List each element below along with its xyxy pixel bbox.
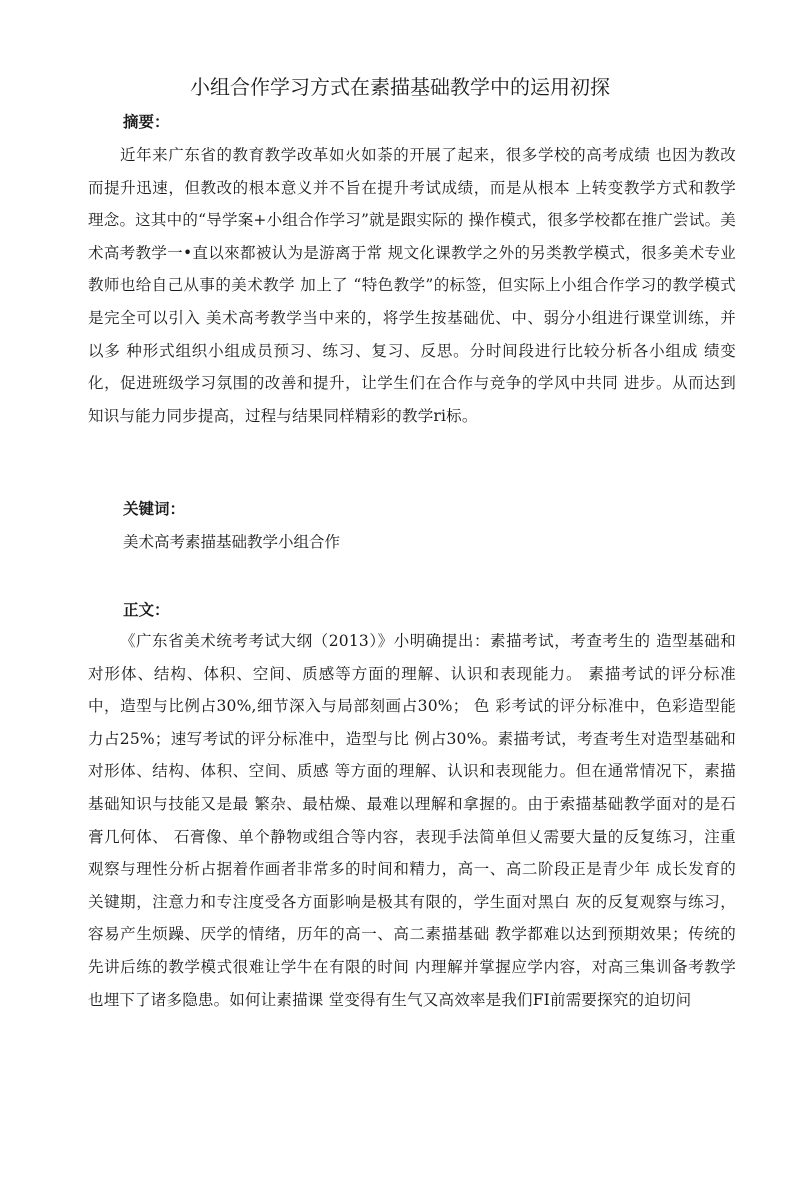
body-paragraph: 《广东省美术统考考试大纲（2013）》小明确提出：素描考试，考查考生的 造型基础和对形体、结构、体积、空间、质感等方面的理解、认识和表现能力。 素描考试的评分标准中，造型与比例占30%,细节深入与局部刻画占30%； 色 彩考试的评分标准中，色彩造型能力占25%；速写考试的评分标准中，造型与比 例占30%。素描考试，考查考生对造型基础和对形体、结构、体积、空间、质感 等方面的理解、认识和表现能力。但在通常情况下，素描基础知识与技能又是最 繁杂、最枯燥、最难以理解和拿握的。由于索描基础教学面对的是石膏几何体、 石膏像、单个静物或组合等内容，表现手法简单但乂需要大量的反复练习，注重 观察与理性分析占据着作画者非常多的时间和精力，高一、高二阶段正是青少年 成长发育的关键期，注意力和专注度受各方面影响是极其有限的，学生面对黑白 灰的反复观察与练习，容易产生烦躁、厌学的情绪，历年的高一、高二素描基础 教学都难以达到预期效果；传统的先讲后练的教学模式很难让学牛在有限的时间 内理解并掌握应学内容，对高三集训备考教学也埋下了诸多隐患。如何让素描课 堂变得有生气又高效率是我们FI前需要探究的迫切问 — [88, 632, 736, 1009]
keywords-label: 关键词： — [123, 500, 186, 518]
abstract-label: 摘要： — [123, 113, 170, 131]
keywords-text: 美术高考素描基础教学小组合作 — [123, 533, 341, 551]
abstract-paragraph: 近年来广东省的教育教学改革如火如荼的开展了起来，很多学校的高考成绩 也因为教改而提升迅速，但教改的根本意义并不旨在提升考试成绩，而是从根本 上转变教学方式和教学理念。这其中的“导学案+小组合作学习”就是跟实际的 操作模式，很多学校都在推广尝试。美术高考教学一•直以來都被认为是游离于常 规文化课教学之外的另类教学模式，很多美术专业教师也给自己从事的美术教学 加上了 “特色教学”的标签，但实际上小组合作学习的教学模式是完全可以引入 美术高考教学当中来的，将学生按基础优、中、弱分小组进行课堂训练，并以多 种形式组织小组成员预习、练习、复习、反思。分时间段进行比较分析各小组成 绩变化，促进班级学习氛围的改善和提升，让学生们在合作与竞争的学风中共同 进步。从而达到知识与能力同步提高，过程与结果同样精彩的教学ri标。 — [88, 146, 736, 425]
body-label: 正文： — [123, 601, 170, 619]
page-title: 小组合作学习方式在素描基础教学中的运用初探 — [190, 75, 610, 99]
